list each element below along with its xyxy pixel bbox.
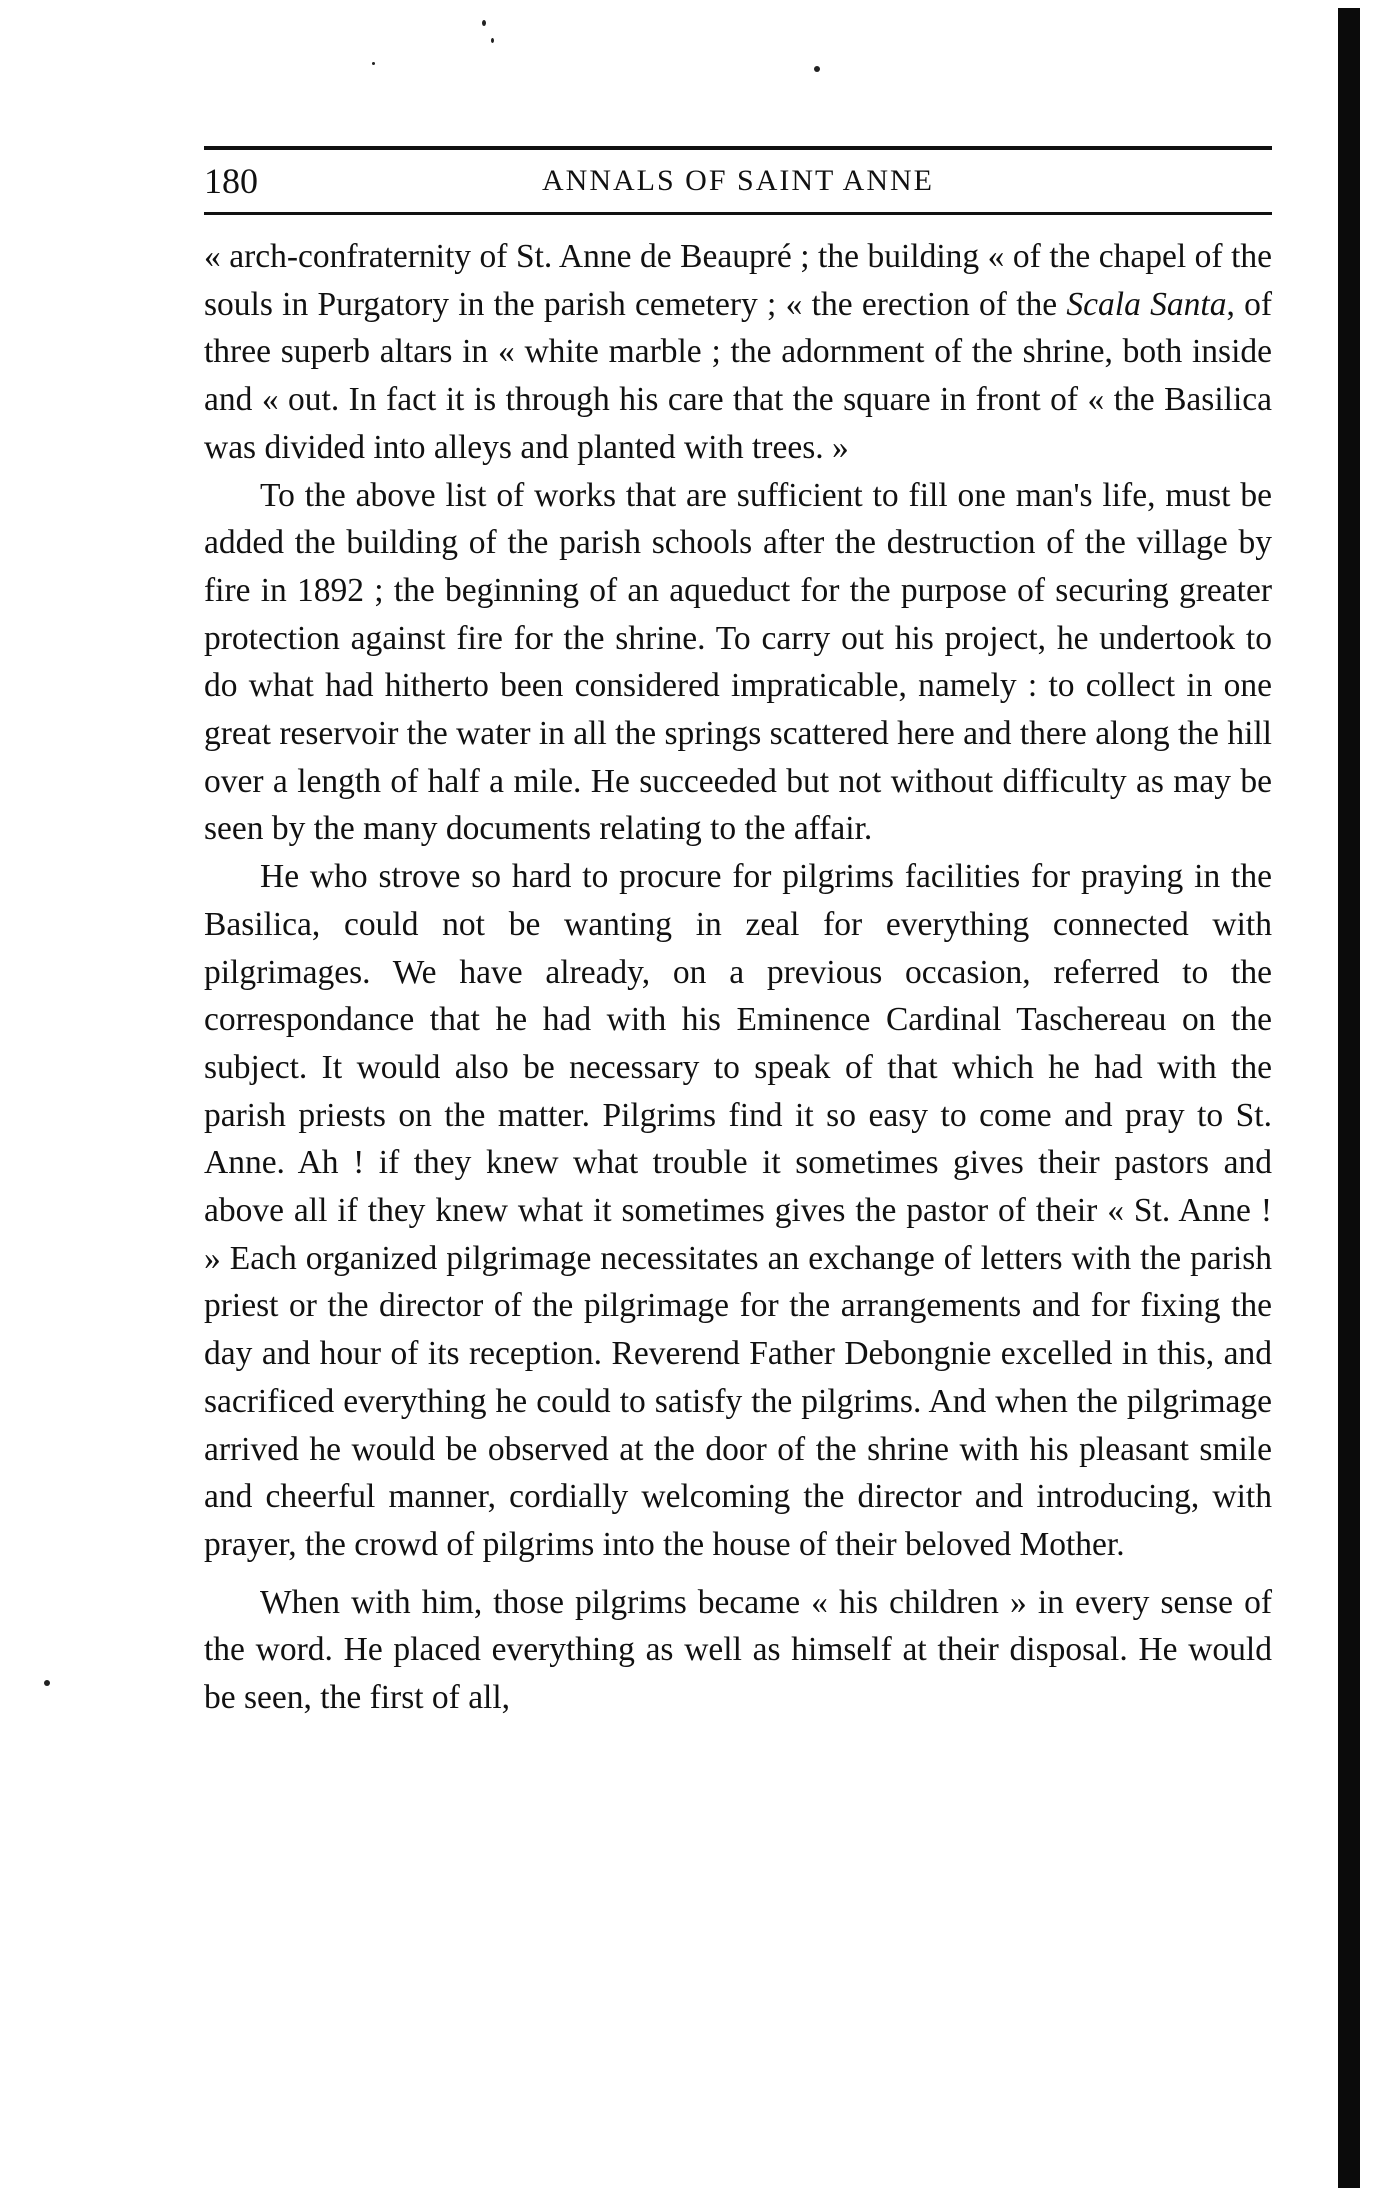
- paragraph-text: « arch-confraternity of St. Anne de Beaupré ; the building « of the chapel of the souls in Purgatory in the parish cemetery ; « the erection of the: [204, 238, 1272, 323]
- scan-speck: [482, 20, 486, 26]
- scan-speck: [44, 1680, 50, 1686]
- paragraph-quote-continuation: [204, 233, 1272, 472]
- scan-speck: [372, 62, 375, 65]
- paragraph-pilgrimages: He who strove so hard to procure for pilgrims facilities for praying in the Basilica, could not be wanting in zeal for everything connected with pilgrimages. We have already, on a previous occasion, referred to the correspondance that he had with his Eminence Cardinal Taschereau on the subject. It would also be necessary to speak of that which he had with the parish priests on the matter. Pilgrims find it so easy to come and pray to St. Anne. Ah ! if they knew what trouble it sometimes gives their pastors and above all if they knew what it sometimes gives the pastor of their « St. Anne ! » Each organized pilgrimage necessitates an exchange of letters with the parish priest or the director of the pilgrimage for the arrangements and for fixing the day and hour of its reception. Reverend Father Debongnie excelled in this, and sacrificed everything he could to satisfy the pilgrims. And when the pilgrimage arrived he would be observed at the door of the shrine with his pleasant smile and cheerful manner, cordially welcoming the director and introducing, with prayer, the crowd of pilgrims into the house of their beloved Mother.: [204, 858, 1272, 1563]
- page-header: [204, 156, 1272, 210]
- page-edge-shadow: [1338, 8, 1360, 2188]
- running-head: ANNALS OF SAINT ANNE: [542, 164, 934, 197]
- italic-term: Scala Santa: [1066, 285, 1227, 323]
- paragraph-text: , of three superb altars in « white marble ; the adornment of the shrine, both inside and « out. In fact it is through his care that the square in front of « the Basilica was divided into alleys and planted with trees. »: [204, 285, 1273, 466]
- header-rule-top: [204, 146, 1272, 150]
- page-number: 180: [204, 161, 258, 201]
- scan-speck: [814, 66, 820, 72]
- paragraph-pilgrims-children: When with him, those pilgrims became « his children » in every sense of the word. He placed everything as well as himself at their disposal. He would be seen, the first of all,: [204, 1583, 1272, 1717]
- header-rule-bottom: [204, 212, 1272, 215]
- book-page: [204, 146, 1272, 1722]
- paragraph-works-list: To the above list of works that are sufficient to fill one man's life, must be added the building of the parish schools after the destruction of the village by fire in 1892 ; the beginning of an aqueduct for the purpose of securing greater protection against fire for the shrine. To carry out his project, he undertook to do what had hitherto been considered impraticable, namely : to collect in one great reservoir the water in all the springs scattered here and there along the hill over a length of half a mile. He succeeded but not without difficulty as may be seen by the many documents relating to the affair.: [204, 476, 1272, 848]
- scan-speck: [491, 38, 494, 43]
- body-text: [204, 233, 1272, 1722]
